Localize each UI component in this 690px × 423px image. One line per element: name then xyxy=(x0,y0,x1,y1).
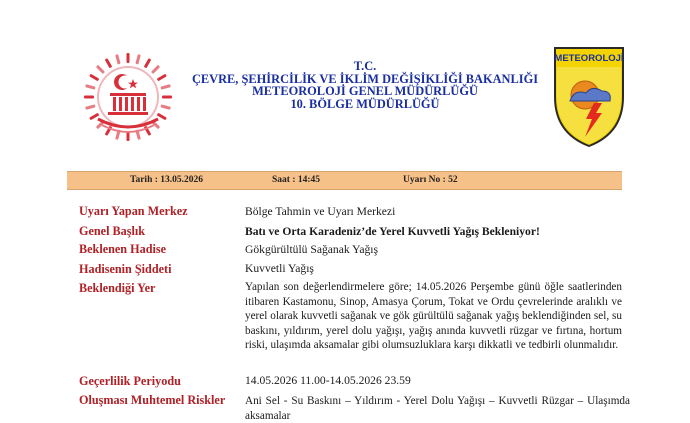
value-validity-period: 14.05.2026 11.00-14.05.2026 23.59 xyxy=(245,374,411,387)
value-expected-event: Gökgürültülü Sağanak Yağış xyxy=(245,243,379,256)
value-expected-location: Yapılan son değerlendirmelere göre; 14.05.2026 Perşembe günü öğle saatlerinden itibaren Kastamonu, Sinop, Amasya Çorum, Tokat ve Ordu çevrelerinde aralıklı ve yerel olarak kuvvetli sağanak ve gök gürültülü sağanak yağış beklendiğinden sel, su baskını, yıldırım, yerel dolu yağışı, yağış anında kuvvetli rüzgar ve fırtına, hortum riski, ulaşımda aksamalar gibi olumsuzluklara karşı dikkatli ve tedbirli olunmalıdır. xyxy=(245,281,622,352)
header-line-tc: T.C. xyxy=(353,59,377,73)
label-issuing-center: Uyarı Yapan Merkez xyxy=(79,204,188,218)
date-field: Tarih : 13.05.2026 xyxy=(130,175,204,185)
label-general-title: Genel Başlık xyxy=(79,224,146,238)
info-bar xyxy=(67,171,622,190)
label-expected-location: Beklendiği Yer xyxy=(79,281,156,295)
label-possible-risks: Oluşması Muhtemel Riskler xyxy=(79,393,226,407)
header-line-region: 10. BÖLGE MÜDÜRLÜĞÜ xyxy=(290,96,440,111)
meteoroloji-emblem-icon xyxy=(552,45,626,149)
label-validity-period: Geçerlilik Periyodu xyxy=(79,374,181,388)
value-general-title: Batı ve Orta Karadeniz’de Yerel Kuvvetli Yağış Bekleniyor! xyxy=(245,225,540,238)
label-event-severity: Hadisenin Şiddeti xyxy=(79,262,172,276)
header-line-ministry: ÇEVRE, ŞEHİRCİLİK VE İKLİM DEĞİŞİKLİĞİ BAKANLIĞI xyxy=(191,71,539,86)
emblem-label: METEOROLOJİ xyxy=(554,53,624,64)
header-line-directorate: METEOROLOJİ GENEL MÜDÜRLÜĞÜ xyxy=(252,84,478,98)
warning-number-field: Uyarı No : 52 xyxy=(403,175,458,185)
document-header xyxy=(180,60,550,110)
value-issuing-center: Bölge Tahmin ve Uyarı Merkezi xyxy=(245,205,396,218)
value-possible-risks: Ani Sel - Su Baskını – Yıldırım - Yerel Dolu Yağışı – Kuvvetli Rüzgar – Ulaşımda aksamalar xyxy=(245,395,630,422)
label-expected-event: Beklenen Hadise xyxy=(79,242,167,256)
ministry-emblem-icon xyxy=(80,49,176,145)
time-field: Saat : 14:45 xyxy=(272,175,321,185)
value-event-severity: Kuvvetli Yağış xyxy=(245,262,314,275)
